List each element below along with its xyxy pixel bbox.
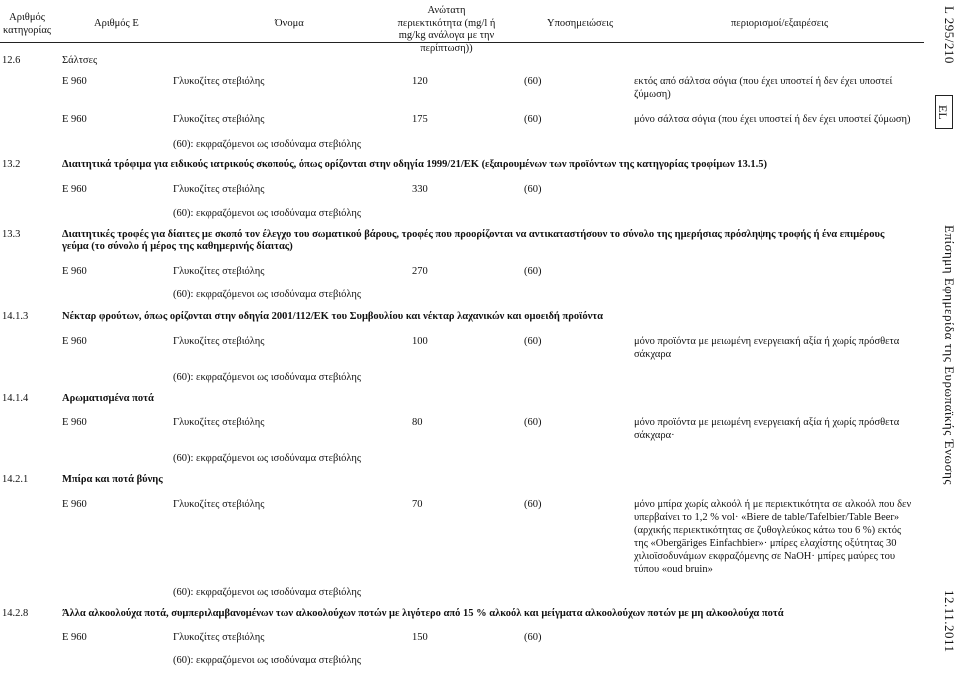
restriction-text: μόνο προϊόντα με μειωμένη ενεργειακή αξία ή χωρίς πρόσθετα <box>634 336 900 347</box>
note-ref: (60) <box>524 417 542 428</box>
restriction-text: εκτός από σάλτσα σόγια (που έχει υποστεί ή δεν έχει υποστεί <box>634 76 893 87</box>
max-level: 70 <box>412 499 423 510</box>
e-number: E 960 <box>62 336 87 347</box>
section-title: Διαιτητικά τρόφιμα για ειδικούς ιατρικούς σκοπούς, όπως ορίζονται στην οδηγία 1999/21/ΕΚ (εξαιρουμένων των προϊόντων της κατηγορίας τροφίμων 13.1.5) <box>62 159 768 170</box>
section-code: 13.3 <box>2 229 21 240</box>
footnote: (60): εκφραζόμενοι ως ισοδύναμα στεβιόλης <box>173 289 362 300</box>
section-title: Νέκταρ φρούτων, όπως ορίζονται στην οδηγία 2001/112/ΕΚ του Συμβουλίου και νέκταρ λαχανικών και ομοειδή προϊόντα <box>62 311 604 322</box>
additive-name: Γλυκοζίτες στεβιόλης <box>173 336 265 347</box>
additive-name: Γλυκοζίτες στεβιόλης <box>173 499 265 510</box>
note-ref: (60) <box>524 184 542 195</box>
header-notes: Υποσημειώσεις <box>547 18 614 29</box>
note-ref: (60) <box>524 266 542 277</box>
restriction-text: μόνο προϊόντα με μειωμένη ενεργειακή αξία ή χωρίς πρόσθετα <box>634 417 900 428</box>
section-code: 14.1.4 <box>2 393 29 404</box>
journal-title: Επίσημη Εφημερίδα της Ευρωπαϊκής Ένωσης <box>942 225 957 486</box>
additive-name: Γλυκοζίτες στεβιόλης <box>173 632 265 643</box>
e-number: E 960 <box>62 499 87 510</box>
section-title: γεύμα (το σύνολο ή μέρος της καθημερινής δίαιτας) <box>62 241 293 252</box>
max-level: 175 <box>412 114 428 125</box>
additive-name: Γλυκοζίτες στεβιόλης <box>173 184 265 195</box>
max-level: 120 <box>412 76 428 87</box>
header-name: Όνομα <box>275 18 304 29</box>
note-ref: (60) <box>524 632 542 643</box>
language-code: EL <box>936 105 950 120</box>
e-number: E 960 <box>62 417 87 428</box>
e-number: E 960 <box>62 76 87 87</box>
e-number: E 960 <box>62 632 87 643</box>
section-code: 14.2.1 <box>2 474 29 485</box>
additive-name: Γλυκοζίτες στεβιόλης <box>173 417 265 428</box>
section-code: 13.2 <box>2 159 21 170</box>
note-ref: (60) <box>524 499 542 510</box>
header-rule <box>0 42 924 43</box>
footnote: (60): εκφραζόμενοι ως ισοδύναμα στεβιόλης <box>173 372 362 383</box>
section-title: Άλλα αλκοολούχα ποτά, συμπεριλαμβανομένων των αλκοολούχων ποτών με λιγότερο από 15 % αλκοόλ και μείγματα αλκοολούχων ποτών με μη αλκοολούχα ποτά <box>62 608 784 619</box>
publication-date: 12.11.2011 <box>942 590 957 653</box>
footnote: (60): εκφραζόμενοι ως ισοδύναμα στεβιόλης <box>173 453 362 464</box>
footnote: (60): εκφραζόμενοι ως ισοδύναμα στεβιόλης <box>173 139 362 150</box>
restriction-text: σάκχαρα <box>634 349 672 360</box>
restriction-text: μόνο σάλτσα σόγια (που έχει υποστεί ή δεν έχει υποστεί ζύμωση) <box>634 114 911 125</box>
language-box <box>935 95 953 129</box>
section-title: Μπίρα και ποτά βύνης <box>62 474 163 485</box>
section-title: Διαιτητικές τροφές για δίαιτες με σκοπό τον έλεγχο του σωματικού βάρους, τροφές που προορίζονται να αντικαταστήσουν το σύνολο της ημερήσιας πρόσληψης τροφής ή ένα επιμέρους <box>62 229 885 240</box>
section-title: Σάλτσες <box>62 55 98 66</box>
note-ref: (60) <box>524 114 542 125</box>
restriction-text: τύπου «oud bruin» <box>634 564 713 575</box>
header-category: Αριθμός κατηγορίας <box>2 12 52 36</box>
max-level: 80 <box>412 417 423 428</box>
section-title: Αρωματισμένα ποτά <box>62 393 154 404</box>
page-reference: L 295/210 <box>942 6 957 64</box>
restriction-text: μόνο μπίρα χωρίς αλκοόλ ή με περιεκτικότητα σε αλκοόλ που δεν <box>634 499 912 510</box>
restriction-text: (αρχικής περιεκτικότητας σε ζυθογλεύκος κάτω του 6 %) εκτός <box>634 525 902 536</box>
e-number: E 960 <box>62 114 87 125</box>
additive-name: Γλυκοζίτες στεβιόλης <box>173 76 265 87</box>
restriction-text: ζύμωση) <box>634 89 671 100</box>
e-number: E 960 <box>62 266 87 277</box>
note-ref: (60) <box>524 336 542 347</box>
restriction-text: χιλιοϊσοδυνάμων εκφραζόμενης σε NaOH· μπίρες μαύρες του <box>634 551 896 562</box>
header-e-number: Αριθμός Ε <box>94 18 139 29</box>
max-level: 150 <box>412 632 428 643</box>
header-max-level: Ανώτατη περιεκτικότητα (mg/l ή mg/kg ανάλογα με την περίπτωση)) <box>397 5 496 54</box>
max-level: 330 <box>412 184 428 195</box>
additive-name: Γλυκοζίτες στεβιόλης <box>173 114 265 125</box>
max-level: 100 <box>412 336 428 347</box>
footnote: (60): εκφραζόμενοι ως ισοδύναμα στεβιόλης <box>173 587 362 598</box>
e-number: E 960 <box>62 184 87 195</box>
restriction-text: υπερβαίνει το 1,2 % vol· «Biere de table/Tafelbier/Table Beer» <box>634 512 900 523</box>
max-level: 270 <box>412 266 428 277</box>
restriction-text: της «Obergäriges Einfachbier»· μπίρες ελαχίστης οξύτητας 30 <box>634 538 897 549</box>
footnote: (60): εκφραζόμενοι ως ισοδύναμα στεβιόλης <box>173 208 362 219</box>
section-code: 14.2.8 <box>2 608 29 619</box>
note-ref: (60) <box>524 76 542 87</box>
restriction-text: σάκχαρα· <box>634 430 675 441</box>
footnote: (60): εκφραζόμενοι ως ισοδύναμα στεβιόλης <box>173 655 362 666</box>
additive-name: Γλυκοζίτες στεβιόλης <box>173 266 265 277</box>
header-restrictions: περιορισμοί/εξαιρέσεις <box>731 18 829 29</box>
section-code: 12.6 <box>2 55 21 66</box>
section-code: 14.1.3 <box>2 311 29 322</box>
